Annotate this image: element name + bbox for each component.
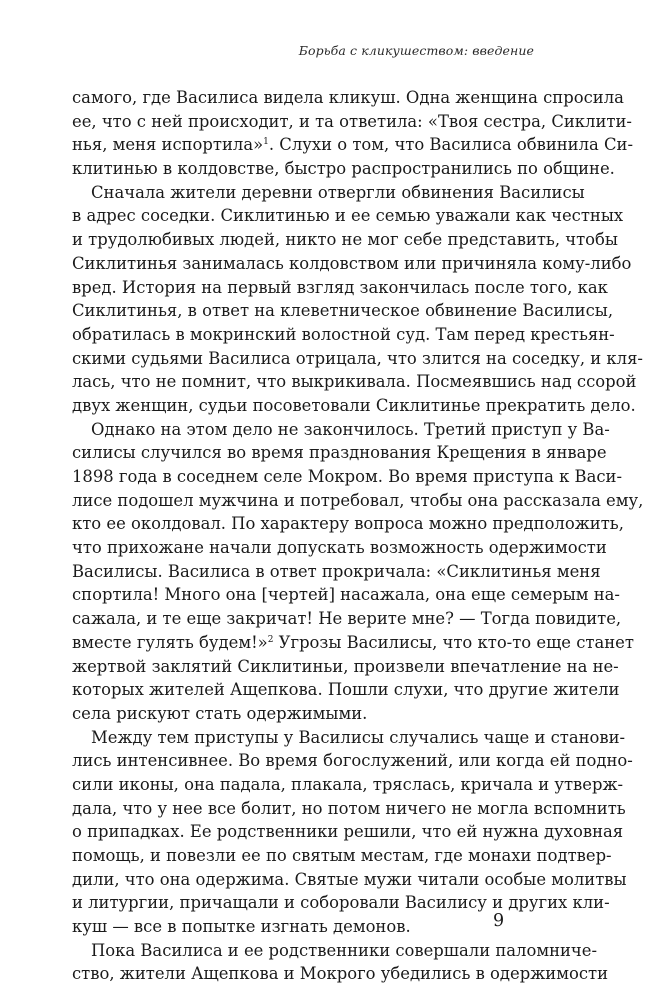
text-line: [72, 749, 633, 773]
text-line-content: Сиклитинья занималась колдовством или причиняла кому-либо: [72, 253, 632, 273]
text-line-content: куш — все в попытке изгнать демонов.: [72, 917, 411, 937]
text-line: [72, 607, 622, 631]
text-line: [72, 844, 612, 868]
text-line-content: которых жителей Ащепкова. Пошли слухи, что другие жители: [72, 680, 620, 700]
text-line-content: и литургии, причащали и соборовали Василису и других кли-: [72, 893, 610, 913]
text-line: [72, 891, 610, 915]
text-line-content: и трудолюбивых людей, никто не мог себе представить, чтобы: [72, 230, 618, 250]
text-line-content: в адрес соседки. Сиклитинью и ее семью уважали как честных: [72, 206, 624, 226]
text-line: [72, 86, 624, 110]
text-line: [72, 820, 624, 844]
text-line-content: Однако на этом дело не закончилось. Третий приступ у Ва-: [91, 419, 610, 439]
text-line-content: Сиклитинья, в ответ на клеветническое обвинение Василисы,: [72, 301, 614, 321]
text-line-content: Василисы. Василиса в ответ прокричала: «Сиклитинья меня: [72, 561, 601, 581]
text-line: [72, 868, 627, 892]
text-line-content: кто ее околдовал. По характеру вопроса можно предположить,: [72, 514, 624, 534]
text-line-content: жертвой заклятий Сиклитиньи, произвели впечатление на не-: [72, 656, 619, 676]
text-line: [72, 441, 607, 465]
text-line: [72, 915, 542, 939]
text-line: [72, 726, 626, 750]
text-line: [72, 252, 632, 276]
text-line: [72, 512, 624, 536]
text-line: [72, 939, 598, 963]
text-line-content: скими судьями Василиса отрицала, что злится на соседку, и кля-: [72, 348, 643, 368]
text-line: [72, 465, 623, 489]
footnote-marker[interactable]: 1: [263, 137, 269, 148]
text-line-content: что прихожане начали допускать возможность одержимости: [72, 538, 607, 558]
text-line-content: лись интенсивнее. Во время богослужений, или когда ей подно-: [72, 751, 633, 771]
text-line: [72, 181, 585, 205]
text-line: [72, 773, 624, 797]
text-line-content: спортила! Много она [чертей] насажала, она еще семерым на-: [72, 585, 620, 605]
text-line: [72, 299, 614, 323]
text-line-content: Между тем приступы у Василисы случались чаще и станови-: [91, 727, 626, 747]
text-line-content: силисы случился во время празднования Крещения в январе: [72, 443, 607, 463]
text-line-content: ее, что с ней происходит, и та ответила: «Твоя сестра, Сиклити-: [72, 111, 632, 131]
text-line: [72, 536, 607, 560]
text-line-content: нья, меня испортила»: [72, 135, 264, 155]
text-line: [72, 702, 542, 726]
text-line: [72, 204, 624, 228]
text-line: [72, 583, 620, 607]
text-line-content: лась, что не помнит, что выкрикивала. Посмеявшись над ссорой: [72, 372, 637, 392]
page-number: 9: [493, 911, 505, 931]
text-line: [72, 110, 632, 134]
text-line-content: лисе подошел мужчина и потребовал, чтобы она рассказала ему,: [72, 490, 644, 510]
text-line-continuation: Угрозы Василисы, что кто-то еще станет: [273, 632, 634, 652]
text-line: [72, 133, 633, 157]
text-line: [72, 228, 618, 252]
text-line: [72, 347, 643, 371]
text-line: [72, 962, 608, 986]
text-line-content: ство, жители Ащепкова и Мокрого убедились в одержимости: [72, 964, 608, 984]
body-text: [72, 86, 644, 986]
text-line: [72, 678, 620, 702]
text-line: [72, 560, 601, 584]
text-line-content: о припадках. Ее родственники решили, что ей нужна духовная: [72, 822, 624, 842]
text-line: [72, 370, 637, 394]
running-head: Борьба с кликушеством: введение: [298, 43, 534, 58]
text-line: [72, 489, 644, 513]
text-line-content: села рискуют стать одержимыми.: [72, 703, 368, 723]
text-line: [72, 418, 610, 442]
text-line: [72, 157, 615, 181]
text-line-content: двух женщин, судьи посоветовали Сиклитинье прекратить дело.: [72, 395, 636, 415]
text-line-content: обратилась в мокринский волостной суд. Там перед крестьян-: [72, 324, 615, 344]
text-line-content: самого, где Василиса видела кликуш. Одна женщина спросила: [72, 88, 624, 107]
footnote-marker[interactable]: 2: [267, 634, 274, 645]
text-line: [72, 797, 626, 821]
text-line: [72, 323, 615, 347]
text-line-content: 1898 года в соседнем селе Мокром. Во время приступа к Васи-: [72, 467, 623, 486]
text-line: [72, 631, 634, 655]
text-line-content: дала, что у нее все болит, но потом ничего не могла вспомнить: [72, 798, 626, 818]
text-line-content: Пока Василиса и ее родственники совершали паломниче-: [91, 940, 598, 960]
text-line-content: клитинью в колдовстве, быстро распространились по общине.: [72, 159, 615, 179]
text-line-continuation: . Слухи о том, что Василиса обвинила Си-: [268, 135, 633, 155]
text-line: [72, 394, 636, 418]
text-line-content: Сначала жители деревни отвергли обвинения Василисы: [91, 182, 585, 202]
text-line-content: дили, что она одержима. Святые мужи читали особые молитвы: [72, 869, 627, 889]
text-line-content: сили иконы, она падала, плакала, тряслась, кричала и утверж-: [72, 774, 624, 794]
text-line-content: помощь, и повезли ее по святым местам, где монахи подтвер-: [72, 846, 612, 865]
text-line: [72, 655, 619, 679]
text-line-content: вред. История на первый взгляд закончилась после того, как: [72, 277, 608, 297]
text-line: [72, 276, 608, 300]
text-line-content: вместе гулять будем!»: [72, 632, 268, 652]
text-line-content: сажала, и те еще закричат! Не верите мне? — Тогда повидите,: [72, 609, 622, 629]
